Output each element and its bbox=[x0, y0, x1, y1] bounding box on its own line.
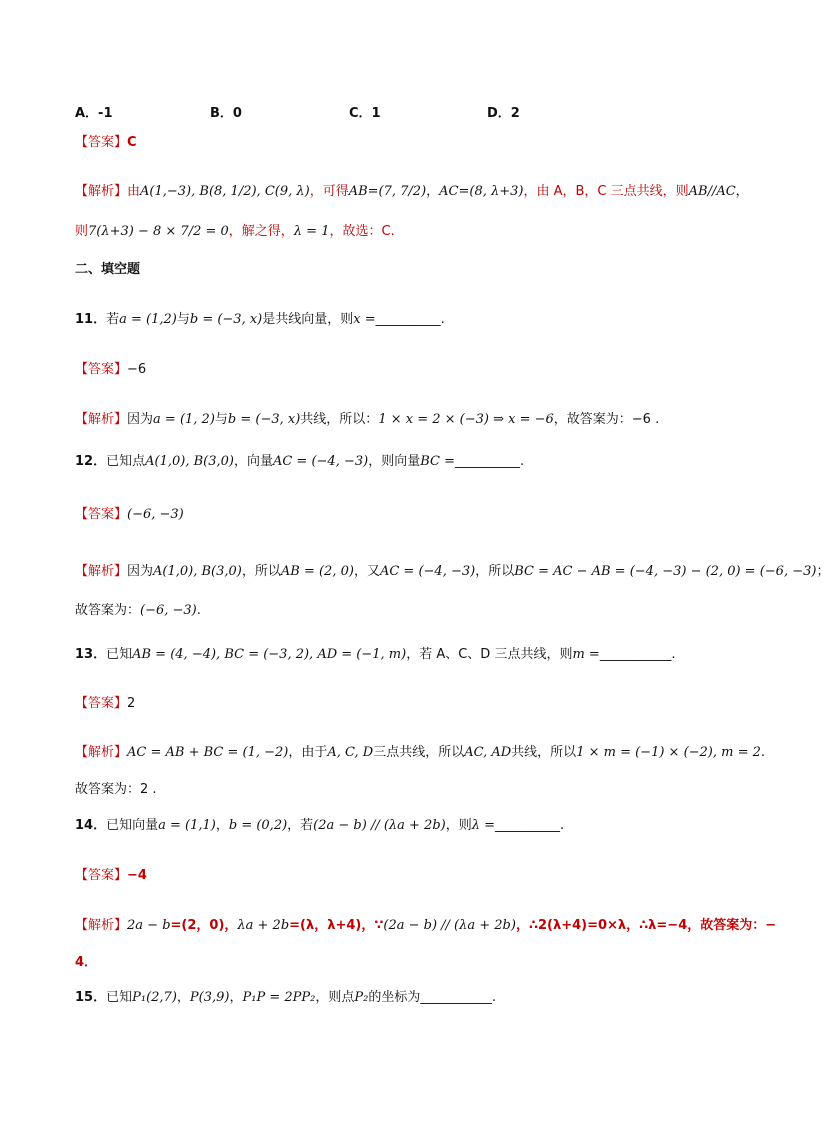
answer-blank: __________ bbox=[455, 454, 520, 469]
option-d: D．2 bbox=[487, 106, 520, 121]
question-text: ，向量 bbox=[233, 454, 273, 469]
q14-analysis bbox=[75, 916, 776, 936]
q10-answer bbox=[75, 133, 137, 153]
question-text: 已知点 bbox=[106, 454, 146, 469]
option-a: A．-1 bbox=[75, 106, 113, 121]
analysis-math: (−6, −3) bbox=[140, 603, 197, 618]
analysis-text: 因为 bbox=[127, 412, 154, 427]
q11-answer bbox=[75, 360, 146, 380]
question-math: AB = (4, −4), BC = (−3, 2), AD = (−1, m) bbox=[132, 647, 407, 662]
analysis-text: =(λ，λ+4)，∵ bbox=[289, 918, 384, 933]
analysis-text: 由 bbox=[127, 184, 141, 199]
question-text: 已知 bbox=[106, 647, 133, 662]
q13-final: 故答案为：2 . bbox=[75, 782, 157, 797]
question-number: 15． bbox=[75, 990, 107, 1005]
analysis-math: AB//AC bbox=[688, 184, 736, 199]
answer-tag: 【答案】 bbox=[75, 696, 128, 711]
analysis-text: ，所以 bbox=[475, 564, 515, 579]
answer-value: −4 bbox=[127, 868, 147, 883]
q10-analysis-line1 bbox=[75, 182, 749, 202]
analysis-math: A(1,0), B(3,0) bbox=[153, 564, 242, 579]
question-text: . bbox=[491, 990, 496, 1005]
answer-blank: ___________ bbox=[420, 990, 492, 1005]
analysis-text: 共线，所以 bbox=[511, 745, 577, 760]
analysis-math: AC = AB + BC = (1, −2) bbox=[127, 745, 289, 760]
analysis-text: ，由于 bbox=[288, 745, 328, 760]
question-math: b = (0,2) bbox=[228, 818, 288, 833]
analysis-math: AB=(7, 7/2) bbox=[348, 184, 427, 199]
analysis-math: A(1,−3), B(8, 1/2), C(9, λ) bbox=[140, 184, 310, 199]
question-math: P₂ bbox=[354, 990, 369, 1005]
q12-question bbox=[75, 452, 524, 472]
analysis-text: =(2，0)， bbox=[170, 918, 238, 933]
question-text: 已知 bbox=[106, 990, 133, 1005]
q13-answer bbox=[75, 694, 135, 714]
analysis-text: 与 bbox=[214, 412, 228, 427]
q13-analysis bbox=[75, 743, 765, 763]
answer-tag: 【答案】 bbox=[75, 362, 128, 377]
analysis-math: AC = (−4, −3) bbox=[379, 564, 476, 579]
question-math: P₁P = 2PP₂ bbox=[242, 990, 316, 1005]
question-text: ，若 A、C、D 三点共线，则 bbox=[406, 647, 573, 662]
question-text: 若 bbox=[106, 312, 120, 327]
analysis-text: ，由 A，B，C 三点共线，则 bbox=[523, 184, 689, 199]
option-b: B．0 bbox=[210, 106, 242, 121]
analysis-text: ； bbox=[816, 564, 829, 579]
question-text: ， bbox=[229, 990, 243, 1005]
analysis-math: AB = (2, 0) bbox=[280, 564, 354, 579]
analysis-text: 共线，所以： bbox=[300, 412, 379, 427]
analysis-math: AC, AD bbox=[464, 745, 512, 760]
answer-value: (−6, −3) bbox=[127, 507, 184, 522]
analysis-math: 1 × m = (−1) × (−2), m = 2 bbox=[576, 745, 761, 760]
answer-value: −6 bbox=[127, 362, 147, 377]
question-math: P₁(2,7) bbox=[132, 990, 177, 1005]
question-number: 14． bbox=[75, 818, 107, 833]
question-text: . bbox=[671, 647, 676, 662]
question-math: P(3,9) bbox=[189, 990, 230, 1005]
analysis-text: ，又 bbox=[353, 564, 380, 579]
analysis-math: AC=(8, λ+3) bbox=[439, 184, 524, 199]
question-text: . bbox=[520, 454, 525, 469]
analysis-text: . bbox=[196, 603, 201, 618]
question-math: x = bbox=[353, 312, 376, 327]
q12-answer bbox=[75, 505, 184, 525]
question-math: A(1,0), B(3,0) bbox=[145, 454, 234, 469]
analysis-math: BC = AC − AB = (−4, −3) − (2, 0) = (−6, −3) bbox=[514, 564, 817, 579]
analysis-text: 故答案为： bbox=[75, 603, 141, 618]
q13-question bbox=[75, 645, 675, 665]
question-text: 是共线向量，则 bbox=[262, 312, 354, 327]
analysis-text: ，所以 bbox=[241, 564, 281, 579]
q12-final bbox=[75, 601, 201, 621]
q14-answer bbox=[75, 866, 147, 886]
answer-tag: 【答案】 bbox=[75, 135, 128, 150]
question-number: 11． bbox=[75, 312, 107, 327]
question-math: AC = (−4, −3) bbox=[272, 454, 369, 469]
section-title: 二、填空题 bbox=[75, 262, 141, 277]
q10-analysis-line2 bbox=[75, 222, 395, 242]
analysis-text: ，故答案为：−6 . bbox=[553, 412, 660, 427]
q11-question bbox=[75, 310, 445, 330]
analysis-math: A, C, D bbox=[327, 745, 374, 760]
option-c: C．1 bbox=[349, 106, 381, 121]
answer-blank: __________ bbox=[495, 818, 561, 833]
question-text: ， bbox=[176, 990, 190, 1005]
question-text: 与 bbox=[176, 312, 190, 327]
question-math: m = bbox=[572, 647, 600, 662]
analysis-math: 2a − b bbox=[127, 918, 171, 933]
answer-tag: 【答案】 bbox=[75, 868, 128, 883]
analysis-text: 三点共线，所以 bbox=[373, 745, 465, 760]
analysis-tag: 【解析】 bbox=[75, 184, 128, 199]
answer-blank: __________ bbox=[375, 312, 441, 327]
question-math: (2a − b) // (λa + 2b) bbox=[313, 818, 446, 833]
question-math: a = (1,2) bbox=[119, 312, 177, 327]
answer-tag: 【答案】 bbox=[75, 507, 128, 522]
question-number: 13． bbox=[75, 647, 107, 662]
analysis-text: ，解之得， bbox=[228, 224, 294, 239]
q14-question bbox=[75, 816, 564, 836]
question-text: . bbox=[440, 312, 445, 327]
analysis-tag: 【解析】 bbox=[75, 745, 128, 760]
analysis-tag: 【解析】 bbox=[75, 412, 128, 427]
question-math: a = (1,1) bbox=[158, 818, 216, 833]
analysis-text: 则 bbox=[75, 224, 89, 239]
analysis-text: . bbox=[760, 745, 766, 760]
question-text: ，则点 bbox=[315, 990, 355, 1005]
q11-analysis bbox=[75, 410, 659, 430]
question-text: 已知向量 bbox=[106, 818, 159, 833]
analysis-text: ，可得 bbox=[309, 184, 349, 199]
analysis-math: λa + 2b bbox=[237, 918, 290, 933]
question-text: 的坐标为 bbox=[368, 990, 421, 1005]
question-math: λ = bbox=[471, 818, 496, 833]
analysis-text: ， bbox=[735, 184, 749, 199]
question-text: ，则 bbox=[445, 818, 472, 833]
answer-value: 2 bbox=[127, 696, 136, 711]
analysis-math: 7(λ+3) − 8 × 7/2 = 0 bbox=[88, 224, 229, 239]
analysis-text: 因为 bbox=[127, 564, 154, 579]
analysis-math: a = (1, 2) bbox=[153, 412, 215, 427]
question-text: ，若 bbox=[287, 818, 314, 833]
question-math: BC = bbox=[420, 454, 455, 469]
analysis-tag: 【解析】 bbox=[75, 918, 128, 933]
question-text: ，则向量 bbox=[368, 454, 421, 469]
analysis-math: λ = 1 bbox=[293, 224, 330, 239]
question-text: . bbox=[560, 818, 565, 833]
q14-analysis-wrap: 4． bbox=[75, 955, 98, 970]
analysis-tag: 【解析】 bbox=[75, 564, 128, 579]
analysis-text: ， bbox=[426, 184, 440, 199]
answer-value: C bbox=[127, 135, 137, 150]
analysis-text: ，∴2(λ+4)=0×λ，∴λ=−4，故答案为：− bbox=[515, 918, 777, 933]
analysis-math: 1 × x = 2 × (−3) ⇒ x = −6 bbox=[378, 412, 554, 427]
answer-blank: ___________ bbox=[599, 647, 672, 662]
q12-analysis bbox=[75, 562, 829, 582]
analysis-math: (2a − b) // (λa + 2b) bbox=[383, 918, 516, 933]
question-number: 12． bbox=[75, 454, 107, 469]
q15-question bbox=[75, 988, 496, 1008]
analysis-math: b = (−3, x) bbox=[227, 412, 301, 427]
analysis-text: ，故选：C. bbox=[329, 224, 395, 239]
question-text: ， bbox=[215, 818, 229, 833]
question-math: b = (−3, x) bbox=[189, 312, 263, 327]
